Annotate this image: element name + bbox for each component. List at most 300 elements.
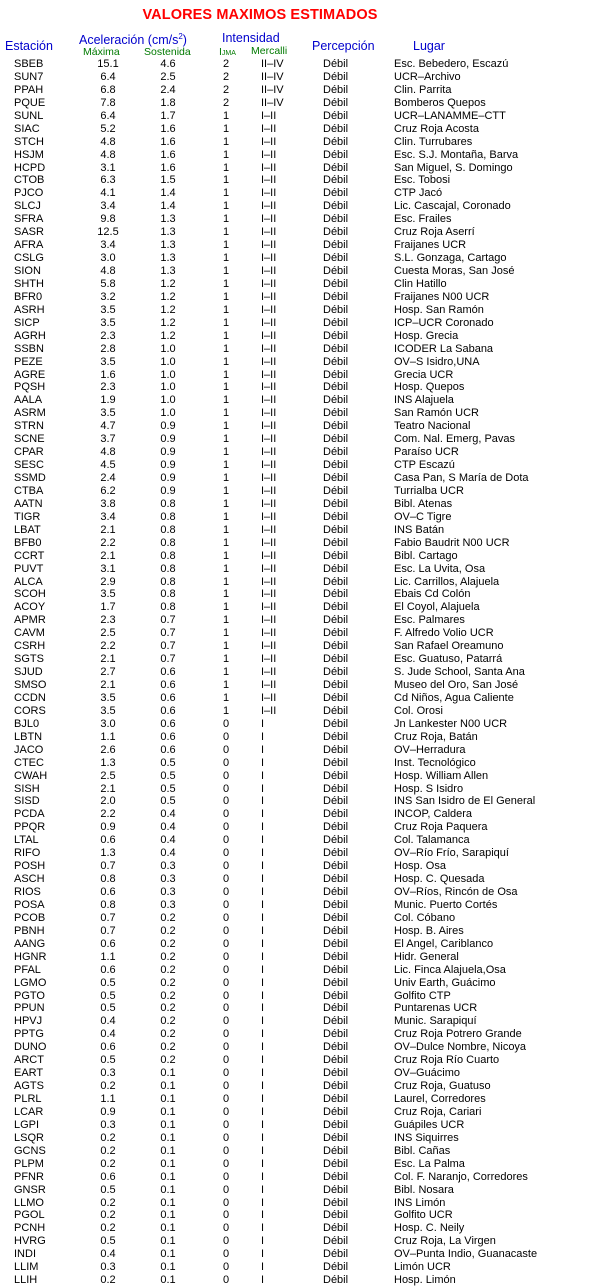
perception-cell: Débil — [323, 627, 349, 640]
mercalli-cell: I–II — [261, 394, 277, 407]
mercalli-cell: I–II — [261, 627, 277, 640]
station-cell: POSH — [14, 860, 46, 873]
sustained-accel-cell: 0.7 — [160, 627, 176, 640]
table-row — [0, 1015, 590, 1028]
max-accel-cell: 2.5 — [100, 627, 116, 640]
header-intensity: Intensidad — [222, 31, 280, 45]
station-cell: SASR — [14, 226, 44, 239]
table-row — [0, 369, 590, 382]
sustained-accel-cell: 0.1 — [160, 1209, 176, 1222]
station-cell: PPQR — [14, 821, 46, 834]
ijma-cell: 0 — [222, 1080, 230, 1093]
place-cell: Cuesta Moras, San José — [394, 265, 515, 277]
max-accel-cell: 0.7 — [100, 924, 116, 937]
mercalli-cell: II–IV — [261, 58, 284, 70]
perception-cell: Débil — [323, 601, 349, 614]
perception-cell: Débil — [323, 860, 349, 873]
ijma-cell: 2 — [222, 70, 230, 83]
station-cell: GCNS — [14, 1144, 46, 1157]
place-cell: ICODER La Sabana — [394, 342, 494, 355]
ijma-cell: 0 — [222, 963, 230, 976]
station-cell: LTAL — [14, 834, 39, 847]
mercalli-cell: II–IV — [261, 96, 284, 109]
place-cell: Cruz Roja Aserrí — [394, 226, 475, 239]
place-cell: Grecia UCR — [394, 368, 454, 381]
table-row — [0, 1184, 590, 1197]
perception-cell: Débil — [323, 523, 349, 536]
perception-cell: Débil — [323, 355, 349, 368]
table-row — [0, 666, 590, 679]
ijma-cell: 1 — [222, 290, 230, 303]
place-cell: El Angel, Cariblanco — [394, 937, 494, 950]
place-cell: El Coyol, Alajuela — [394, 601, 480, 614]
place-cell: Inst. Tecnológico — [394, 756, 476, 769]
sustained-accel-cell: 1.4 — [160, 187, 176, 200]
place-cell: OV–Dulce Nombre, Nicoya — [394, 1041, 527, 1054]
place-cell: Cruz Roja, Guatuso — [394, 1080, 491, 1093]
perception-cell: Débil — [323, 290, 349, 303]
place-cell: OV–Ríos, Rincón de Osa — [394, 886, 518, 898]
perception-cell: Débil — [323, 937, 349, 950]
mercalli-cell: I — [261, 963, 265, 976]
max-accel-cell: 2.2 — [100, 536, 116, 549]
table-row — [0, 1261, 590, 1274]
max-accel-cell: 3.5 — [100, 691, 116, 704]
sustained-accel-cell: 0.1 — [160, 1080, 176, 1093]
max-accel-cell: 2.9 — [100, 575, 116, 588]
station-cell: SIAC — [14, 122, 40, 135]
mercalli-cell: I–II — [261, 575, 277, 588]
sustained-accel-cell: 1.0 — [160, 394, 176, 407]
place-cell: OV–S Isidro,UNA — [394, 355, 480, 368]
sustained-accel-cell: 0.4 — [160, 847, 176, 860]
max-accel-cell: 1.9 — [100, 394, 116, 407]
station-cell: GNSR — [14, 1183, 46, 1196]
perception-cell: Débil — [323, 303, 349, 316]
sustained-accel-cell: 0.6 — [160, 679, 176, 691]
max-accel-cell: 1.1 — [100, 950, 116, 963]
max-accel-cell: 0.6 — [100, 886, 116, 898]
ijma-cell: 0 — [222, 1054, 230, 1067]
table-row — [0, 485, 590, 498]
sustained-accel-cell: 0.5 — [160, 756, 176, 769]
perception-cell: Débil — [323, 342, 349, 355]
max-accel-cell: 0.3 — [100, 1118, 116, 1131]
ijma-cell: 0 — [222, 950, 230, 963]
station-cell: ASRM — [14, 407, 46, 420]
station-cell: ASCH — [14, 873, 45, 886]
mercalli-cell: I — [261, 886, 265, 898]
sustained-accel-cell: 0.5 — [160, 782, 176, 795]
perception-cell: Débil — [323, 368, 349, 381]
place-cell: Col. Talamanca — [394, 834, 470, 847]
sustained-accel-cell: 0.8 — [160, 575, 176, 588]
station-cell: CPAR — [14, 446, 44, 459]
ijma-cell: 0 — [222, 821, 230, 834]
sustained-accel-cell: 1.0 — [160, 381, 176, 394]
mercalli-cell: I — [261, 1196, 265, 1209]
ijma-cell: 0 — [222, 743, 230, 756]
mercalli-cell: I–II — [261, 213, 277, 226]
mercalli-cell: I — [261, 1105, 265, 1118]
ijma-cell: 0 — [222, 1144, 230, 1157]
sustained-accel-cell: 1.7 — [160, 109, 176, 122]
table-row — [0, 601, 590, 614]
ijma-cell: 1 — [222, 523, 230, 536]
place-cell: Clin Hatillo — [394, 277, 447, 290]
place-cell: OV–C Tigre — [394, 510, 452, 523]
station-cell: LSQR — [14, 1131, 44, 1144]
mercalli-cell: I–II — [261, 226, 277, 239]
table-row — [0, 1106, 590, 1119]
max-accel-cell: 0.2 — [100, 1131, 116, 1144]
sustained-accel-cell: 0.9 — [160, 484, 176, 497]
sustained-accel-cell: 0.2 — [160, 911, 176, 924]
station-cell: PJCO — [14, 187, 44, 200]
mercalli-cell: I–II — [261, 549, 277, 562]
station-cell: BFB0 — [14, 536, 42, 549]
table-row — [0, 757, 590, 770]
sustained-accel-cell: 4.6 — [160, 58, 176, 70]
place-cell: Hosp. Osa — [394, 860, 446, 873]
ijma-cell: 0 — [222, 976, 230, 989]
ijma-cell: 0 — [222, 1170, 230, 1183]
mercalli-cell: I — [261, 808, 265, 821]
sustained-accel-cell: 0.1 — [160, 1274, 176, 1287]
perception-cell: Débil — [323, 161, 349, 174]
perception-cell: Débil — [323, 252, 349, 265]
station-cell: SICP — [14, 316, 40, 329]
perception-cell: Débil — [323, 717, 349, 730]
max-accel-cell: 3.1 — [100, 161, 116, 174]
ijma-cell: 2 — [222, 58, 230, 70]
mercalli-cell: I — [261, 898, 265, 911]
ijma-cell: 0 — [222, 1093, 230, 1105]
station-cell: AGTS — [14, 1080, 44, 1093]
sustained-accel-cell: 0.7 — [160, 640, 176, 653]
mercalli-cell: I — [261, 769, 265, 782]
perception-cell: Débil — [323, 381, 349, 394]
station-cell: PUVT — [14, 562, 44, 575]
max-accel-cell: 1.3 — [100, 756, 116, 769]
place-cell: Laurel, Corredores — [394, 1093, 486, 1105]
station-cell: SBEB — [14, 58, 44, 70]
station-cell: APMR — [14, 614, 46, 627]
ijma-cell: 0 — [222, 756, 230, 769]
place-cell: Esc. Palmares — [394, 614, 465, 627]
perception-cell: Débil — [323, 226, 349, 239]
sustained-accel-cell: 0.9 — [160, 472, 176, 484]
table-row — [0, 213, 590, 226]
max-accel-cell: 3.5 — [100, 588, 116, 601]
perception-cell: Débil — [323, 96, 349, 109]
sustained-accel-cell: 0.2 — [160, 937, 176, 950]
max-accel-cell: 4.7 — [100, 420, 116, 433]
mercalli-cell: I–II — [261, 588, 277, 601]
page-title: VALORES MAXIMOS ESTIMADOS — [142, 7, 378, 23]
place-cell: Lic. Cascajal, Coronado — [394, 200, 511, 213]
perception-cell: Débil — [323, 808, 349, 821]
ijma-cell: 1 — [222, 277, 230, 290]
subheader-ijma-main: I — [219, 46, 222, 58]
table-row — [0, 1235, 590, 1248]
mercalli-cell: I–II — [261, 187, 277, 200]
mercalli-cell: I — [261, 1093, 265, 1105]
station-cell: CSRH — [14, 640, 46, 653]
table-row — [0, 71, 590, 84]
header-acceleration-text: Aceleración (cm/s — [79, 33, 179, 47]
table-row — [0, 679, 590, 692]
table-row — [0, 317, 590, 330]
max-accel-cell: 2.7 — [100, 666, 116, 679]
perception-cell: Débil — [323, 1067, 349, 1080]
station-cell: ARCT — [14, 1054, 44, 1067]
station-cell: BJL0 — [14, 717, 40, 730]
max-accel-cell: 3.0 — [100, 252, 116, 265]
max-accel-cell: 6.4 — [100, 109, 116, 122]
perception-cell: Débil — [323, 769, 349, 782]
station-cell: LCAR — [14, 1105, 44, 1118]
sustained-accel-cell: 0.6 — [160, 717, 176, 730]
perception-cell: Débil — [323, 83, 349, 96]
sustained-accel-cell: 0.8 — [160, 497, 176, 510]
station-cell: HPVJ — [14, 1015, 43, 1028]
max-accel-cell: 1.3 — [100, 847, 116, 860]
mercalli-cell: I–II — [261, 523, 277, 536]
max-accel-cell: 0.3 — [100, 1067, 116, 1080]
subheader-ijma-sub: JMA — [221, 50, 236, 57]
sustained-accel-cell: 0.7 — [160, 653, 176, 666]
max-accel-cell: 0.5 — [100, 1054, 116, 1067]
max-accel-cell: 0.4 — [100, 1028, 116, 1041]
max-accel-cell: 2.8 — [100, 342, 116, 355]
station-cell: LGPI — [14, 1118, 40, 1131]
table-row — [0, 847, 590, 860]
max-accel-cell: 0.4 — [100, 1015, 116, 1028]
mercalli-cell: I–II — [261, 407, 277, 420]
max-accel-cell: 6.2 — [100, 484, 116, 497]
sustained-accel-cell: 1.3 — [160, 226, 176, 239]
table-row — [0, 1132, 590, 1145]
max-accel-cell: 2.2 — [100, 808, 116, 821]
mercalli-cell: I — [261, 1183, 265, 1196]
place-cell: Fraijanes N00 UCR — [394, 290, 490, 303]
perception-cell: Débil — [323, 1118, 349, 1131]
mercalli-cell: I–II — [261, 174, 277, 187]
table-row — [0, 834, 590, 847]
ijma-cell: 0 — [222, 769, 230, 782]
sustained-accel-cell: 1.3 — [160, 252, 176, 265]
perception-cell: Débil — [323, 756, 349, 769]
sustained-accel-cell: 1.8 — [160, 96, 176, 109]
table-row — [0, 627, 590, 640]
place-cell: Golfito CTP — [394, 989, 451, 1002]
place-cell: Esc. La Palma — [394, 1157, 465, 1170]
place-cell: Fabio Baudrit N00 UCR — [394, 536, 510, 549]
ijma-cell: 1 — [222, 614, 230, 627]
sustained-accel-cell: 2.4 — [160, 83, 176, 96]
mercalli-cell: I–II — [261, 510, 277, 523]
ijma-cell: 1 — [222, 265, 230, 277]
max-accel-cell: 0.5 — [100, 976, 116, 989]
sustained-accel-cell: 0.4 — [160, 821, 176, 834]
mercalli-cell: I–II — [261, 640, 277, 653]
place-cell: Esc. Frailes — [394, 213, 452, 226]
sustained-accel-cell: 1.6 — [160, 161, 176, 174]
station-cell: HGNR — [14, 950, 47, 963]
ijma-cell: 1 — [222, 459, 230, 472]
max-accel-cell: 4.8 — [100, 148, 116, 161]
ijma-cell: 0 — [222, 1041, 230, 1054]
table-row — [0, 808, 590, 821]
max-accel-cell: 0.2 — [100, 1222, 116, 1235]
ijma-cell: 0 — [222, 730, 230, 743]
max-accel-cell: 2.1 — [100, 679, 116, 691]
mercalli-cell: I–II — [261, 484, 277, 497]
ijma-cell: 1 — [222, 666, 230, 679]
ijma-cell: 1 — [222, 226, 230, 239]
place-cell: Bibl. Nosara — [394, 1183, 454, 1196]
table-row — [0, 136, 590, 149]
mercalli-cell: I–II — [261, 239, 277, 252]
place-cell: Munic. Sarapiquí — [394, 1015, 477, 1028]
place-cell: Hosp. William Allen — [394, 769, 489, 782]
mercalli-cell: I–II — [261, 381, 277, 394]
ijma-cell: 1 — [222, 510, 230, 523]
mercalli-cell: I–II — [261, 200, 277, 213]
place-cell: Teatro Nacional — [394, 420, 471, 433]
table-row — [0, 1209, 590, 1222]
perception-cell: Débil — [323, 691, 349, 704]
table-row — [0, 511, 590, 524]
perception-cell: Débil — [323, 1183, 349, 1196]
mercalli-cell: I — [261, 989, 265, 1002]
mercalli-cell: I — [261, 743, 265, 756]
sustained-accel-cell: 0.1 — [160, 1157, 176, 1170]
perception-cell: Débil — [323, 562, 349, 575]
station-cell: POSA — [14, 898, 45, 911]
station-cell: CCDN — [14, 691, 46, 704]
sustained-accel-cell: 0.5 — [160, 769, 176, 782]
sustained-accel-cell: 0.3 — [160, 898, 176, 911]
sustained-accel-cell: 1.4 — [160, 200, 176, 213]
ijma-cell: 1 — [222, 653, 230, 666]
station-cell: SFRA — [14, 213, 44, 226]
mercalli-cell: I–II — [261, 562, 277, 575]
perception-cell: Débil — [323, 898, 349, 911]
sustained-accel-cell: 1.6 — [160, 122, 176, 135]
perception-cell: Débil — [323, 1002, 349, 1015]
table-row — [0, 110, 590, 123]
table-row — [0, 770, 590, 783]
max-accel-cell: 0.2 — [100, 1196, 116, 1209]
station-cell: SESC — [14, 459, 44, 472]
sustained-accel-cell: 0.1 — [160, 1118, 176, 1131]
max-accel-cell: 0.8 — [100, 873, 116, 886]
ijma-cell: 0 — [222, 717, 230, 730]
mercalli-cell: I–II — [261, 691, 277, 704]
mercalli-cell: I — [261, 834, 265, 847]
table-row — [0, 925, 590, 938]
sustained-accel-cell: 1.0 — [160, 342, 176, 355]
station-cell: AALA — [14, 394, 43, 407]
sustained-accel-cell: 0.2 — [160, 924, 176, 937]
place-cell: Lic. Finca Alajuela,Osa — [394, 963, 506, 976]
sustained-accel-cell: 1.0 — [160, 355, 176, 368]
ijma-cell: 0 — [222, 989, 230, 1002]
table-row — [0, 84, 590, 97]
ijma-cell: 0 — [222, 1118, 230, 1131]
perception-cell: Débil — [323, 1209, 349, 1222]
place-cell: INS Alajuela — [394, 394, 454, 407]
perception-cell: Débil — [323, 743, 349, 756]
sustained-accel-cell: 0.2 — [160, 1041, 176, 1054]
sustained-accel-cell: 1.3 — [160, 213, 176, 226]
perception-cell: Débil — [323, 834, 349, 847]
mercalli-cell: II–IV — [261, 83, 284, 96]
ijma-cell: 0 — [222, 795, 230, 808]
sustained-accel-cell: 0.3 — [160, 873, 176, 886]
max-accel-cell: 0.6 — [100, 834, 116, 847]
subheader-maxima: Máxima — [83, 46, 120, 58]
header-perception: Percepción — [312, 39, 375, 53]
table-row — [0, 718, 590, 731]
data-table — [0, 58, 590, 1287]
ijma-cell: 1 — [222, 187, 230, 200]
mercalli-cell: I — [261, 976, 265, 989]
mercalli-cell: I — [261, 1054, 265, 1067]
ijma-cell: 1 — [222, 368, 230, 381]
max-accel-cell: 5.2 — [100, 122, 116, 135]
mercalli-cell: I–II — [261, 265, 277, 277]
ijma-cell: 0 — [222, 1131, 230, 1144]
mercalli-cell: I — [261, 1002, 265, 1015]
mercalli-cell: I — [261, 821, 265, 834]
place-cell: S.L. Gonzaga, Cartago — [394, 252, 507, 265]
perception-cell: Débil — [323, 148, 349, 161]
table-row — [0, 1222, 590, 1235]
max-accel-cell: 15.1 — [97, 58, 119, 70]
perception-cell: Débil — [323, 1015, 349, 1028]
table-row — [0, 783, 590, 796]
perception-cell: Débil — [323, 653, 349, 666]
mercalli-cell: I — [261, 911, 265, 924]
place-cell: Bibl. Cañas — [394, 1144, 451, 1157]
max-accel-cell: 3.5 — [100, 316, 116, 329]
sustained-accel-cell: 0.1 — [160, 1105, 176, 1118]
sustained-accel-cell: 0.1 — [160, 1144, 176, 1157]
station-cell: LBAT — [14, 523, 41, 536]
ijma-cell: 1 — [222, 433, 230, 446]
sustained-accel-cell: 1.3 — [160, 239, 176, 252]
perception-cell: Débil — [323, 575, 349, 588]
max-accel-cell: 0.4 — [100, 1248, 116, 1261]
station-cell: LLIH — [14, 1274, 38, 1287]
mercalli-cell: I–II — [261, 679, 277, 691]
max-accel-cell: 4.8 — [100, 135, 116, 148]
station-cell: ACOY — [14, 601, 46, 614]
table-row — [0, 498, 590, 511]
place-cell: Munic. Puerto Cortés — [394, 898, 498, 911]
table-row — [0, 1119, 590, 1132]
sustained-accel-cell: 1.2 — [160, 290, 176, 303]
place-cell: F. Alfredo Volio UCR — [394, 627, 494, 640]
sustained-accel-cell: 0.8 — [160, 523, 176, 536]
perception-cell: Débil — [323, 730, 349, 743]
place-cell: Turrialba UCR — [394, 484, 464, 497]
max-accel-cell: 0.5 — [100, 989, 116, 1002]
header-acceleration — [79, 33, 187, 47]
